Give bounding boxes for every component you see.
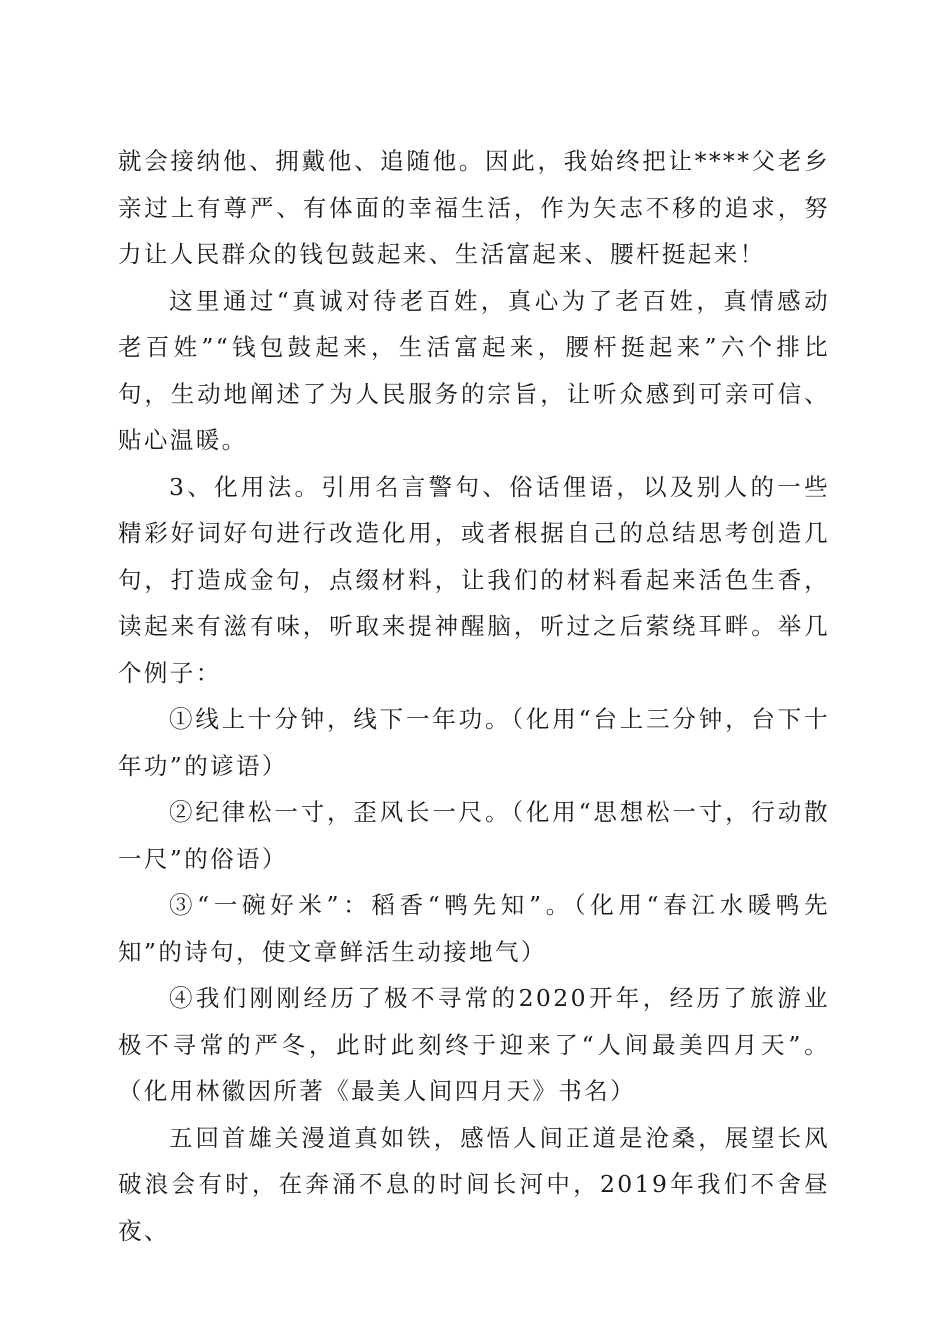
paragraph-1: 就会接纳他、拥戴他、追随他。因此，我始终把让****父老乡亲过上有尊严、有体面的幸福生活，作为矢志不移的追求，努力让人民群众的钱包鼓起来、生活富起来、腰杆挺起来！ xyxy=(118,147,830,268)
paragraph-last: 五回首雄关漫道真如铁，感悟人间正道是沧桑，展望长风破浪会有时，在奔涌不息的时间长河中，2019年我们不舍昼夜、 xyxy=(118,1123,830,1245)
example-1: ①线上十分钟，线下一年功。（化用“台上三分钟，台下十年功”的谚语） xyxy=(118,705,830,780)
example-4: ④我们刚刚经历了极不寻常的2020开年，经历了旅游业极不寻常的严冬，此时此刻终于迎来了“人间最美四月天”。（化用林徽因所著《最美人间四月天》书名） xyxy=(118,984,830,1105)
document-body xyxy=(118,138,830,1254)
example-3: ③“一碗好米”：稻香“鸭先知”。（化用“春江水暖鸭先知”的诗句，使文章鲜活生动接地气） xyxy=(118,891,830,966)
example-2: ②纪律松一寸，歪风长一尺。（化用“思想松一寸，行动散一尺”的俗语） xyxy=(118,798,830,873)
paragraph-2: 这里通过“真诚对待老百姓，真心为了老百姓，真情感动老百姓”“钱包鼓起来，生活富起来，腰杆挺起来”六个排比句，生动地阐述了为人民服务的宗旨，让听众感到可亲可信、贴心温暖。 xyxy=(118,286,830,454)
paragraph-3: 3、化用法。引用名言警句、俗话俚语，以及别人的一些精彩好词好句进行改造化用，或者根据自己的总结思考创造几句，打造成金句，点缀材料，让我们的材料看起来活色生香，读起来有滋有味，听取来提神醒脑，听过之后萦绕耳畔。举几个例子： xyxy=(118,472,830,687)
